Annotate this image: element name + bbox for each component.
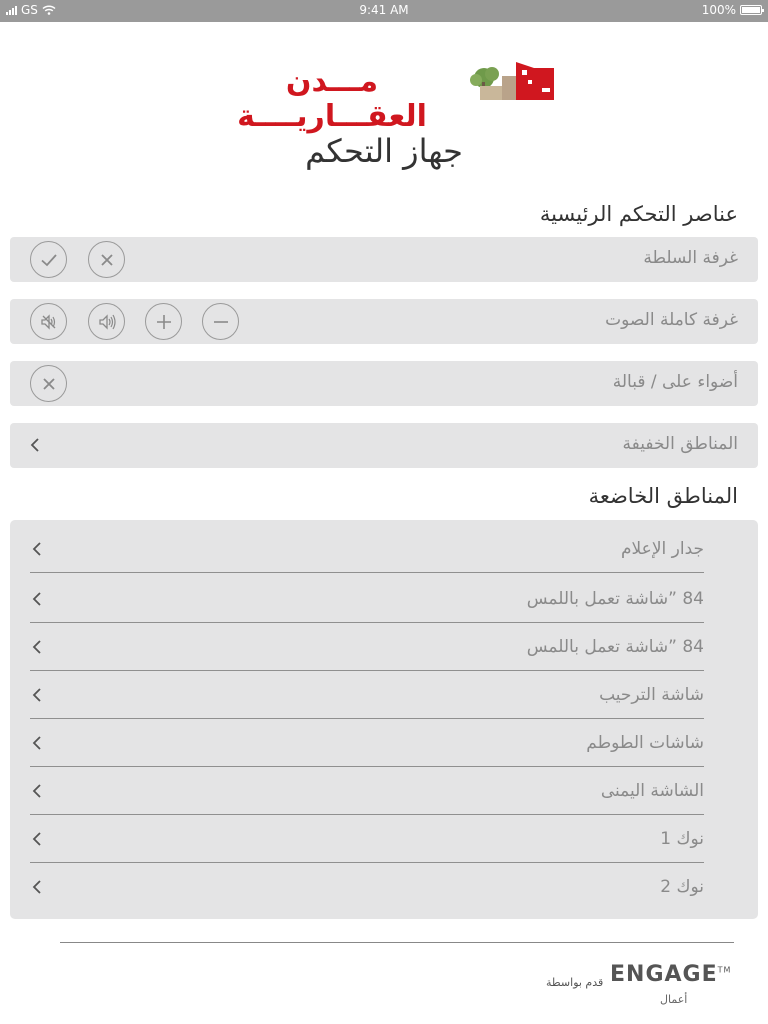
chevron-left-icon bbox=[30, 589, 44, 609]
volume-button[interactable] bbox=[88, 303, 125, 340]
status-bar bbox=[0, 0, 768, 22]
trademark-mark: TM bbox=[717, 965, 732, 975]
zone-label: شاشات الطوطم bbox=[586, 733, 704, 753]
close-icon bbox=[39, 374, 59, 394]
chevron-left-icon bbox=[30, 781, 44, 801]
logo-text: مـــدن العقـــاريــــة bbox=[237, 64, 427, 134]
main-controls-title: عناصر التحكم الرئيسية bbox=[539, 202, 738, 226]
confirm-button[interactable] bbox=[30, 241, 67, 278]
control-label: أضواء على / قبالة bbox=[612, 372, 738, 392]
engage-logo bbox=[610, 962, 731, 987]
zone-label: نوك 2 bbox=[660, 877, 704, 897]
chevron-left-icon bbox=[30, 637, 44, 657]
mute-button[interactable] bbox=[30, 303, 67, 340]
control-power-room bbox=[10, 237, 758, 282]
zone-row[interactable] bbox=[30, 623, 704, 671]
zone-row[interactable] bbox=[30, 815, 704, 863]
carrier-label: GS bbox=[21, 3, 38, 17]
battery-label: 100% bbox=[701, 3, 736, 17]
zone-row[interactable] bbox=[30, 671, 704, 719]
zones-title: المناطق الخاضعة bbox=[588, 484, 738, 508]
zone-label: جدار الإعلام bbox=[621, 539, 704, 559]
plus-icon bbox=[154, 312, 174, 332]
zone-label: شاشة الترحيب bbox=[599, 685, 704, 705]
minus-icon bbox=[211, 312, 231, 332]
logo-building-icon bbox=[466, 58, 556, 102]
control-label: غرفة كاملة الصوت bbox=[605, 310, 738, 330]
control-label: المناطق الخفيفة bbox=[622, 434, 738, 454]
check-icon bbox=[39, 250, 59, 270]
zone-row[interactable] bbox=[30, 575, 704, 623]
powered-by-label: قدم بواسطة bbox=[546, 976, 604, 989]
chevron-left-icon bbox=[30, 829, 44, 849]
status-time: 9:41 AM bbox=[359, 3, 409, 17]
status-right bbox=[702, 3, 762, 17]
zone-row[interactable] bbox=[30, 767, 704, 815]
chevron-left-icon bbox=[30, 733, 44, 753]
mute-icon bbox=[39, 312, 59, 332]
cancel-button[interactable] bbox=[88, 241, 125, 278]
volume-up-button[interactable] bbox=[145, 303, 182, 340]
control-label: غرفة السلطة bbox=[643, 248, 738, 268]
page-title: جهاز التحكم bbox=[305, 132, 463, 170]
zone-label: 84 ”شاشة تعمل باللمس bbox=[526, 589, 704, 609]
battery-icon bbox=[740, 5, 762, 15]
control-light-zones[interactable] bbox=[10, 423, 758, 468]
chevron-left-icon bbox=[28, 435, 42, 455]
volume-down-button[interactable] bbox=[202, 303, 239, 340]
lights-off-button[interactable] bbox=[30, 365, 67, 402]
chevron-left-icon bbox=[30, 685, 44, 705]
zone-label: الشاشة اليمنى bbox=[600, 781, 704, 801]
footer-divider bbox=[60, 942, 734, 943]
zone-row[interactable] bbox=[30, 525, 704, 573]
engage-sub-label: أعمال bbox=[660, 993, 688, 1006]
engage-brand: ENGAGE bbox=[610, 962, 718, 987]
zone-row[interactable] bbox=[30, 863, 704, 911]
brand-logo bbox=[0, 56, 768, 134]
chevron-left-icon bbox=[30, 877, 44, 897]
close-icon bbox=[97, 250, 117, 270]
control-room-audio bbox=[10, 299, 758, 344]
zone-row[interactable] bbox=[30, 719, 704, 767]
zone-label: نوك 1 bbox=[660, 829, 704, 849]
chevron-left-icon bbox=[30, 539, 44, 559]
zone-label: 84 ”شاشة تعمل باللمس bbox=[526, 637, 704, 657]
volume-icon bbox=[97, 312, 117, 332]
control-lights bbox=[10, 361, 758, 406]
zones-panel bbox=[10, 520, 758, 919]
